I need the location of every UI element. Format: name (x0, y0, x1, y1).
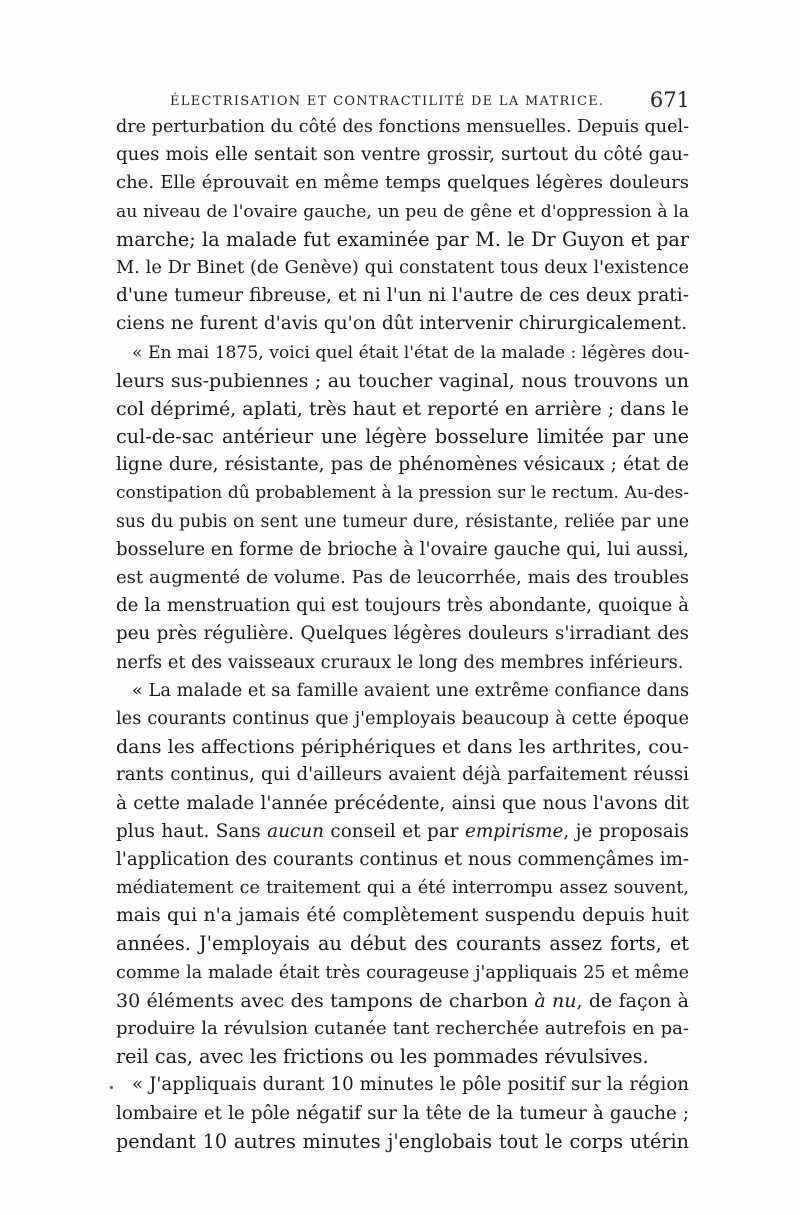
page-number: 671 (649, 88, 690, 112)
running-title: ÉLECTRISATION ET CONTRACTILITÉ DE LA MATRICE. (170, 94, 605, 109)
text-line: ligne dure, résistante, pas de phénomènes vésicaux ; état de (116, 454, 689, 476)
text-line: marche; la malade fut examinée par M. le Dr Guyon et par (116, 227, 689, 251)
text-line: est augmenté de volume. Pas de leucorrhée, mais des troubles (116, 567, 689, 588)
text-line: reil cas, avec les frictions ou les pommades révulsives. (116, 1045, 649, 1069)
text-line: d'une tumeur fibreuse, et ni l'un ni l'autre de ces deux prati- (116, 285, 689, 307)
text-line: dans les affections périphériques et dans les arthrites, cou- (116, 736, 689, 759)
paragraph-start-line: « En mai 1875, voici quel était l'état de la malade : légères dou- (132, 342, 689, 363)
text-line: l'application des courants continus et nous commençâmes im- (116, 848, 689, 870)
text-line: rants continus, qui d'ailleurs avaient déjà parfaitement réussi (116, 764, 689, 786)
text-line: mais qui n'a jamais été complètement suspendu depuis huit (116, 905, 689, 927)
text-line: sus du pubis on sent une tumeur dure, résistante, reliée par une (116, 511, 689, 532)
text-line: pendant 10 autres minutes j'englobais tout le corps utérin (116, 1129, 689, 1153)
text-line: années. J'employais au début des courants assez forts, et (116, 932, 689, 956)
text-line: cul-de-sac antérieur une légère bosselure limitée par une (116, 425, 689, 449)
text-line: les courants continus que j'employais beaucoup à cette époque (116, 707, 689, 729)
text-line-with-italics: plus haut. Sans aucun conseil et par empirisme, je proposais (116, 820, 689, 842)
text-line: médiatement ce traitement qui a été interrompu assez souvent, (116, 878, 689, 899)
text-line: ciens ne furent d'avis qu'on dût intervenir chirurgicalement. (116, 313, 688, 335)
print-speck (110, 1086, 113, 1089)
text-line: leurs sus-pubiennes ; au toucher vaginal, nous trouvons un (116, 369, 689, 392)
text-line: dre perturbation du côté des fonctions mensuelles. Depuis quel- (116, 117, 689, 137)
text-line: comme la malade était très courageuse j'appliquais 25 et même (116, 962, 689, 983)
text-line: col déprimé, aplati, très haut et reporté en arrière ; dans le (116, 397, 689, 420)
paragraph-start-line: « La malade et sa famille avaient une extrême confiance dans (132, 679, 689, 701)
text-line: nerfs et des vaisseaux cruraux le long des membres inférieurs. (116, 651, 684, 673)
text-line: au niveau de l'ovaire gauche, un peu de gêne et d'oppression à la (116, 201, 689, 222)
text-line: ques mois elle sentait son ventre grossir, surtout du côté gau- (116, 144, 689, 166)
text-line: M. le Dr Binet (de Genève) qui constatent tous deux l'existence (116, 256, 689, 278)
text-line: peu près régulière. Quelques légères douleurs s'irradiant des (116, 623, 689, 645)
text-line: produire la révulsion cutanée tant recherchée autrefois en pa- (116, 1018, 689, 1039)
text-line: constipation dû probablement à la pression sur le rectum. Au-des- (116, 483, 689, 504)
text-line: lombaire et le pôle négatif sur la tête de la tumeur à gauche ; (116, 1102, 689, 1124)
paragraph-start-line: « J'appliquais durant 10 minutes le pôle positif sur la région (132, 1074, 689, 1096)
text-line: à cette malade l'année précédente, ainsi que nous l'avons dit (116, 792, 689, 814)
text-line: de la menstruation qui est toujours très abondante, quoique à (116, 595, 689, 617)
text-line-with-italics: 30 éléments avec des tampons de charbon à nu, de façon à (116, 989, 689, 1012)
running-header (170, 88, 690, 112)
text-line: che. Elle éprouvait en même temps quelques légères douleurs (116, 172, 689, 194)
text-line: bosselure en forme de brioche à l'ovaire gauche qui, lui aussi, (116, 538, 689, 560)
body-text (116, 113, 689, 1156)
